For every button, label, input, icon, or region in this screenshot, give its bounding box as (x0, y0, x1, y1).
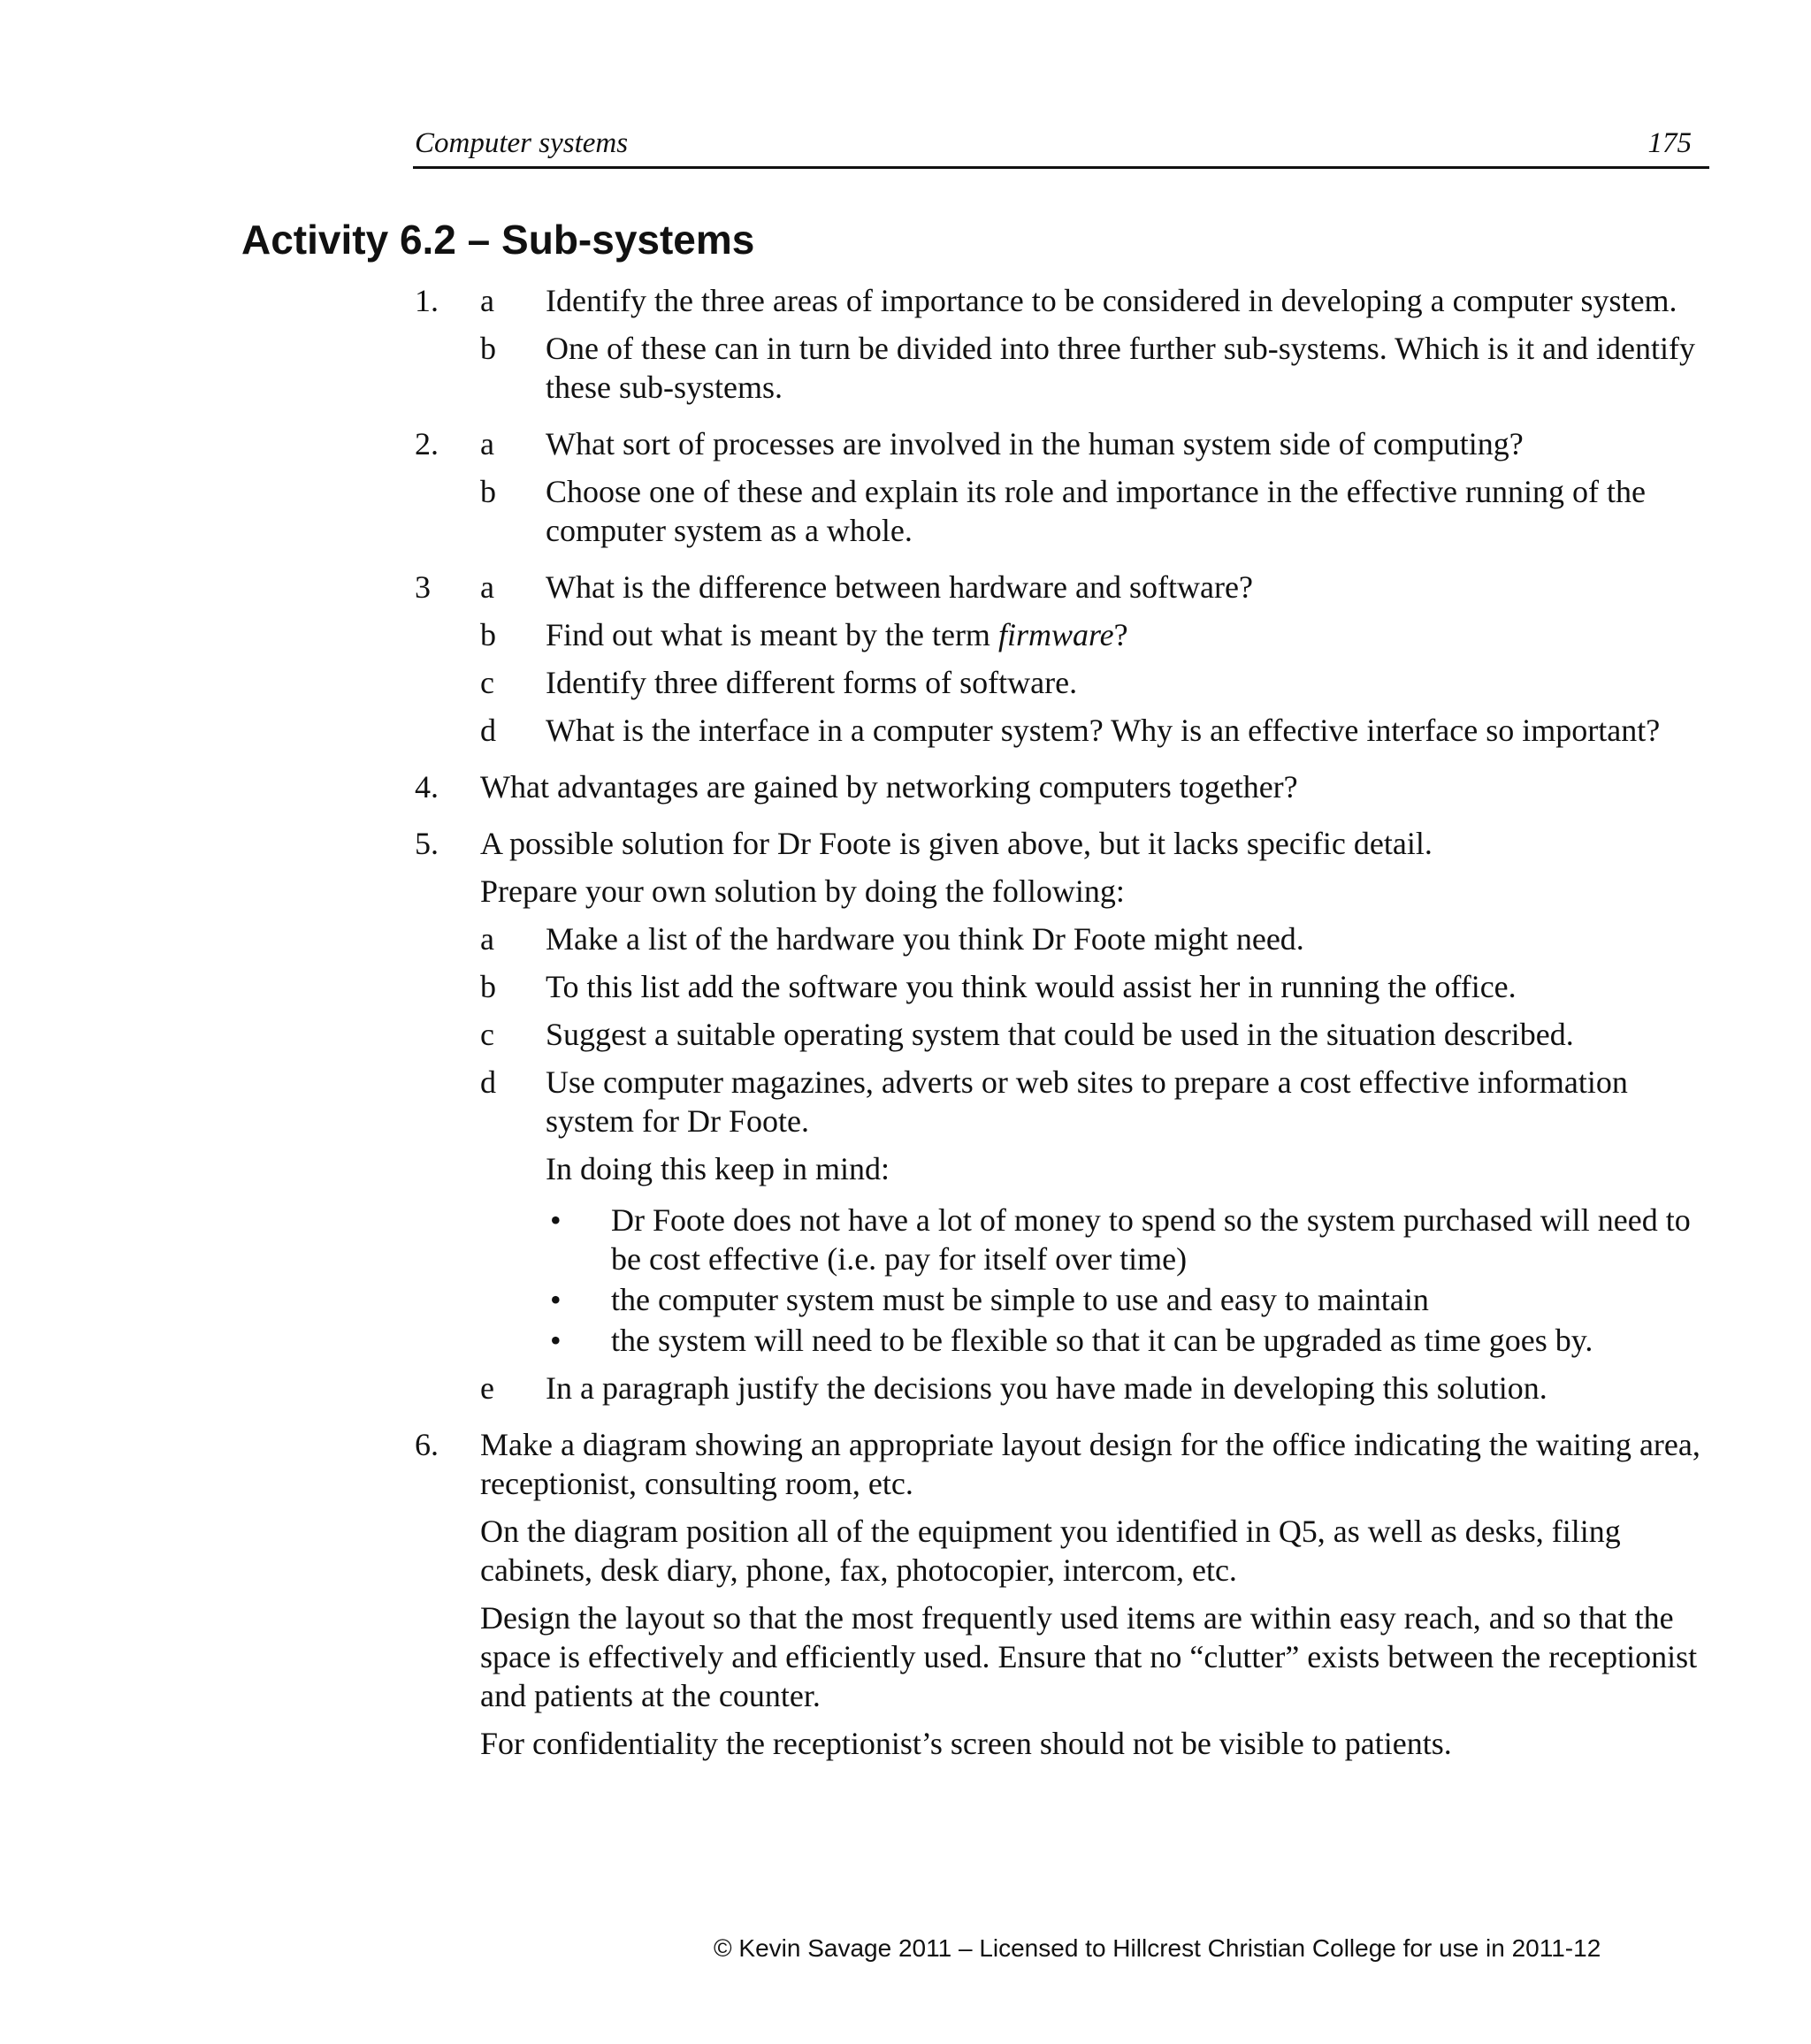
part-letter: b (480, 474, 496, 509)
question-5d (413, 1063, 1713, 1140)
bullet-text: Dr Foote does not have a lot of money to spend so the system purchased will need to be cost effective (i.e. pay for itself over time) (611, 1202, 1691, 1277)
bullet-item (413, 1280, 1713, 1319)
question-text (546, 615, 1713, 654)
question-text: Prepare your own solution by doing the following: (480, 873, 1125, 909)
part-letter: c (480, 665, 494, 700)
part-letter: b (480, 331, 496, 366)
question-5-intro (413, 872, 1713, 911)
question-5e (413, 1369, 1713, 1407)
bullet-item (413, 1321, 1713, 1360)
question-text: What is the interface in a computer system? Why is an effective interface so important? (546, 713, 1661, 748)
running-header (413, 127, 1709, 169)
question-1a (413, 281, 1713, 320)
question-2b (413, 472, 1713, 550)
bullet-icon: • (550, 1282, 562, 1317)
question-text: For confidentiality the receptionist’s screen should not be visible to patients. (480, 1726, 1452, 1761)
question-text: In a paragraph justify the decisions you have made in developing this solution. (546, 1370, 1547, 1406)
question-number: 1. (415, 283, 439, 318)
question-text: Use computer magazines, adverts or web sites to prepare a cost effective information system for Dr Foote. (546, 1064, 1628, 1139)
text-run: ? (1113, 617, 1128, 652)
activity-title: Activity 6.2 – Sub-systems (241, 217, 755, 263)
part-letter: e (480, 1370, 494, 1406)
question-text: Identify the three areas of importance to be considered in developing a computer system. (546, 283, 1677, 318)
bullet-text: the system will need to be flexible so that it can be upgraded as time goes by. (611, 1323, 1593, 1358)
question-5c (413, 1015, 1713, 1054)
question-5b (413, 967, 1713, 1006)
part-letter: a (480, 283, 494, 318)
question-number: 5. (415, 826, 439, 861)
bullet-icon: • (550, 1323, 562, 1358)
question-3a (413, 568, 1713, 606)
part-letter: d (480, 1064, 496, 1100)
question-text: In doing this keep in mind: (546, 1151, 890, 1186)
question-3b (413, 615, 1713, 654)
question-text: What sort of processes are involved in the human system side of computing? (546, 426, 1524, 461)
section-title: Computer systems (415, 127, 629, 159)
part-letter: b (480, 617, 496, 652)
question-text: Choose one of these and explain its role and importance in the effective running of the computer system as a whole. (546, 474, 1646, 548)
question-6-paragraph (413, 1724, 1713, 1763)
question-number: 3 (415, 569, 431, 605)
part-letter: d (480, 713, 496, 748)
copyright-footer: © Kevin Savage 2011 – Licensed to Hillcrest Christian College for use in 2011-12 (714, 1934, 1601, 1962)
part-letter: a (480, 921, 494, 957)
question-text: What advantages are gained by networking computers together? (480, 769, 1298, 805)
bullet-icon: • (550, 1202, 562, 1238)
question-text: One of these can in turn be divided into three further sub-systems. Which is it and identify these sub-systems. (546, 331, 1696, 405)
question-1b (413, 329, 1713, 407)
question-text: On the diagram position all of the equipment you identified in Q5, as well as desks, filing cabinets, desk diary, phone, fax, photocopier, intercom, etc. (480, 1514, 1621, 1588)
part-letter: b (480, 969, 496, 1004)
question-number: 4. (415, 769, 439, 805)
question-text: What is the difference between hardware and software? (546, 569, 1253, 605)
question-number: 2. (415, 426, 439, 461)
question-6 (413, 1425, 1713, 1503)
bullet-item (413, 1201, 1713, 1278)
question-text: Identify three different forms of software. (546, 665, 1078, 700)
question-text: Design the layout so that the most frequently used items are within easy reach, and so that the space is effectively and efficiently used. Ensure that no “clutter” exists between the receptionist and patients at the counter. (480, 1600, 1698, 1713)
question-number: 6. (415, 1427, 439, 1462)
part-letter: a (480, 569, 494, 605)
question-text: Make a list of the hardware you think Dr Foote might need. (546, 921, 1304, 957)
activity-content (413, 281, 1713, 1763)
term-firmware: firmware (997, 617, 1114, 652)
question-5d-note (413, 1149, 1713, 1188)
part-letter: c (480, 1017, 494, 1052)
question-text: Suggest a suitable operating system that could be used in the situation described. (546, 1017, 1574, 1052)
question-text: A possible solution for Dr Foote is given above, but it lacks specific detail. (480, 826, 1433, 861)
question-5a (413, 919, 1713, 958)
question-text: Make a diagram showing an appropriate layout design for the office indicating the waiting area, receptionist, consulting room, etc. (480, 1427, 1700, 1501)
question-2a (413, 424, 1713, 463)
question-3c (413, 663, 1713, 702)
page-number: 175 (1647, 127, 1692, 159)
bullet-text: the computer system must be simple to use and easy to maintain (611, 1282, 1429, 1317)
part-letter: a (480, 426, 494, 461)
question-6-paragraph (413, 1598, 1713, 1715)
question-5 (413, 824, 1713, 863)
text-run: Find out what is meant by the term (546, 617, 998, 652)
question-text: To this list add the software you think would assist her in running the office. (546, 969, 1517, 1004)
question-4 (413, 767, 1713, 806)
question-3d (413, 711, 1713, 750)
question-6-paragraph (413, 1512, 1713, 1590)
